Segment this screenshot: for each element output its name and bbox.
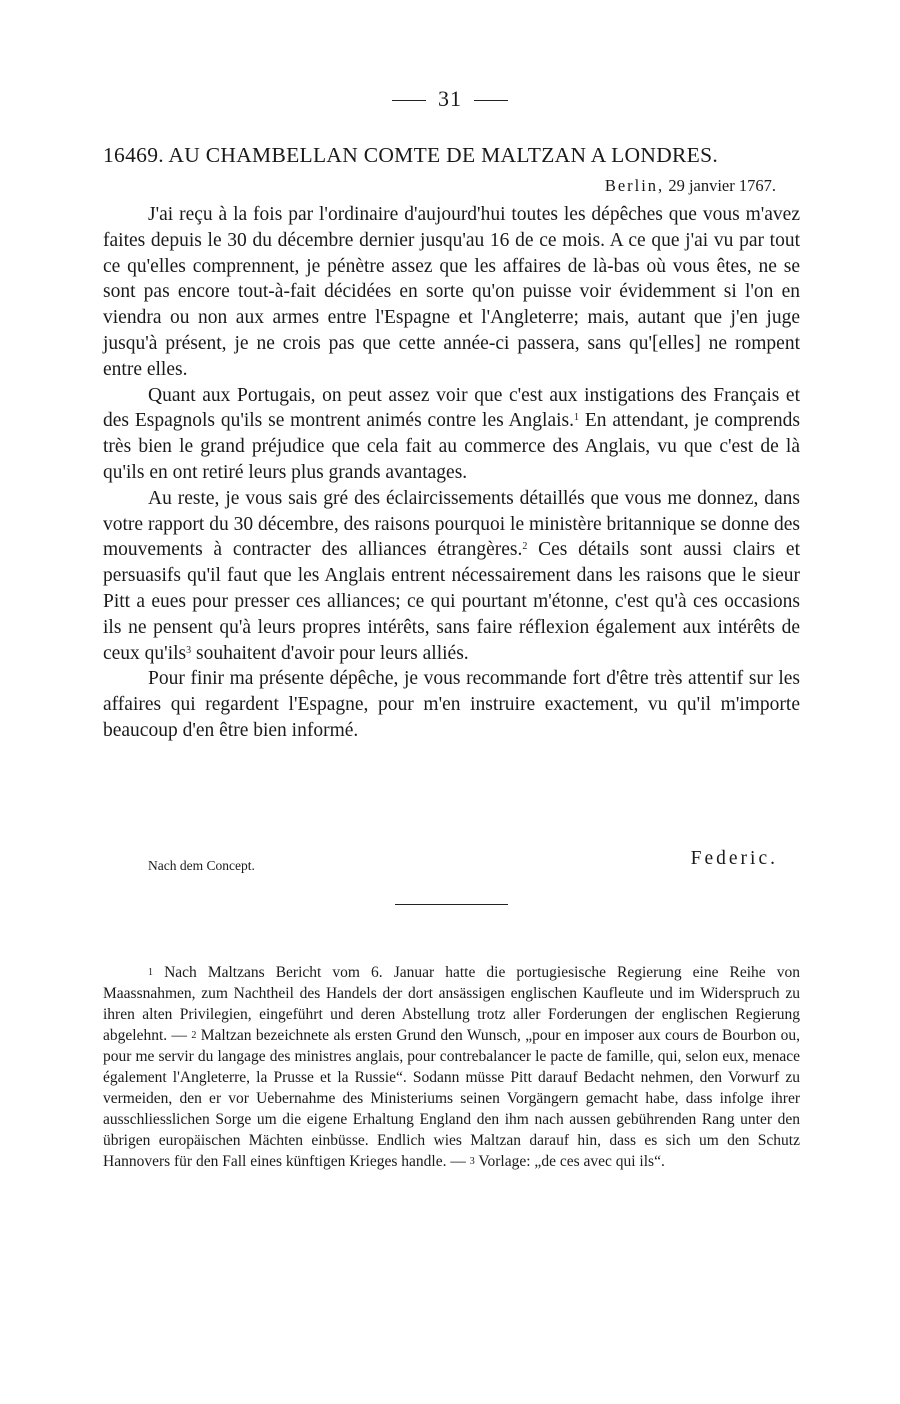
paragraph-3-text-b: Ces détails sont aussi clairs et persuasifs qu'il faut que les Anglais entrent nécessairement dans les raisons que le sieur Pitt a eues pour presser ces alliances; ce qui pourtant m'étonne, c'est qu'à ces occasions ils ne pensent qu'à leurs propres intérêts, sans faire réflexion également aux intérêts de ceux qu'ils [103,539,800,664]
footnotes [103,962,800,1172]
footnote-ref-3: 3 [186,644,192,656]
paragraph-2-text-b: En attendant, je comprends très bien le grand préjudice que cela fait au commerce des Anglais, vu que c'est de là qu'ils en ont retiré leurs plus grands avantages. [103,410,800,483]
paragraph-1-text: J'ai reçu à la fois par l'ordinaire d'aujourd'hui toutes les dépêches que vous m'avez faites depuis le 30 du décembre dernier jusqu'au 16 de ce mois. A ce que j'ai vu par tout ce qu'elles comprennent, je pénètre assez que les affaires de là-bas où vous êtes, ne se sont pas encore tout-à-fait décidées en sorte qu'on puisse voir évidemment si l'on en viendra ou non aux armes entre l'Espagne et l'Angleterre; mais, autant que j'en juge jusqu'à présent, je ne crois pas que cette année-ci passera, sans qu'[elles] ne rompent entre elles. [103,204,800,380]
page-number [0,86,900,112]
footnote-mark-1: 1 [148,967,153,978]
dateline-place: Berlin, [604,176,665,195]
paragraph-3-text-a: Au reste, je vous sais gré des éclaircissements détaillés que vous me donnez, dans votre rapport du 30 décembre, des raisons pourquoi le ministère britannique se donne des mouvements à contracter des alliances étrangères. [103,487,800,561]
dateline-date: 29 janvier 1767. [668,176,776,195]
paragraph-2-text-a: Quant aux Portugais, on peut assez voir que c'est aux instigations des Français et des Espagnols qu'ils se montrent animés contre les Anglais. [103,384,800,432]
source-note: Nach dem Concept. [148,858,255,873]
footnote-mark-2: 2 [191,1030,197,1041]
footnote-ref-1: 1 [574,412,580,424]
footnote-mark-3: 3 [469,1156,475,1167]
letter-body [103,202,800,744]
paragraph-4-text: Pour finir ma présente dépêche, je vous recommande fort d'être très attentif sur les affaires qui regardent l'Espagne, pour m'en instruire exactement, vu qu'il m'importe beaucoup d'en être bien informé. [103,668,800,741]
paragraph-3-text-c: souhaitent d'avoir pour leurs alliés. [191,642,469,664]
signoff [148,848,778,878]
signature: Federic. [690,848,778,869]
footnote-3-text: Vorlage: „de ces avec qui ils“. [474,1153,665,1170]
footnote-ref-2: 2 [522,541,528,553]
page-number-dash-left [392,100,426,101]
page-number-value: 31 [438,86,462,111]
page-number-dash-right [474,100,508,101]
footnote-1-text: Nach Maltzans Bericht vom 6. Januar hatte die portugiesische Regierung eine Reihe von Maassnahmen, zum Nachtheil des Handels der dort ansässigen englischen Kaufleute und im Widerspruch zu ihren alten Privilegien, eingeführt und deren Abstellung trotz aller Forderungen der englischen Regierung abgelehnt. — [103,964,800,1044]
footnote-2-text: Maltzan bezeichnete als ersten Grund den Wunsch, „pour en imposer aux cours de Bourbon ou, pour me servir du langage des ministres anglais, pour contrebalancer le pacte de famille, qui, selon eux, menace également l'Angleterre, la Prusse et la Russie“. Sodann müsse Pitt darauf Bedacht nehmen, den Vorwurf zu vermeiden, den er vor Uebernahme des Ministeriums seinen Vorgängern gemacht habe, dass infolge ihrer ausschliesslichen Sorge um die eigene Erhaltung England den ihm nach aussen gebührenden Rang unter den übrigen europäischen Mächten einbüsse. Endlich wies Maltzan darauf hin, dass es sich um den Schutz Hannovers für den Fall eines künftigen Krieges handle. — [103,1027,800,1170]
footnote-divider [395,904,508,905]
paragraph-2 [103,383,800,486]
paragraph-3 [103,486,800,667]
letter-heading: 16469. AU CHAMBELLAN COMTE DE MALTZAN A LONDRES. [103,143,719,167]
paragraph-4 [103,666,800,743]
dateline [605,176,776,196]
footnote-block [103,962,800,1172]
paragraph-1 [103,202,800,383]
